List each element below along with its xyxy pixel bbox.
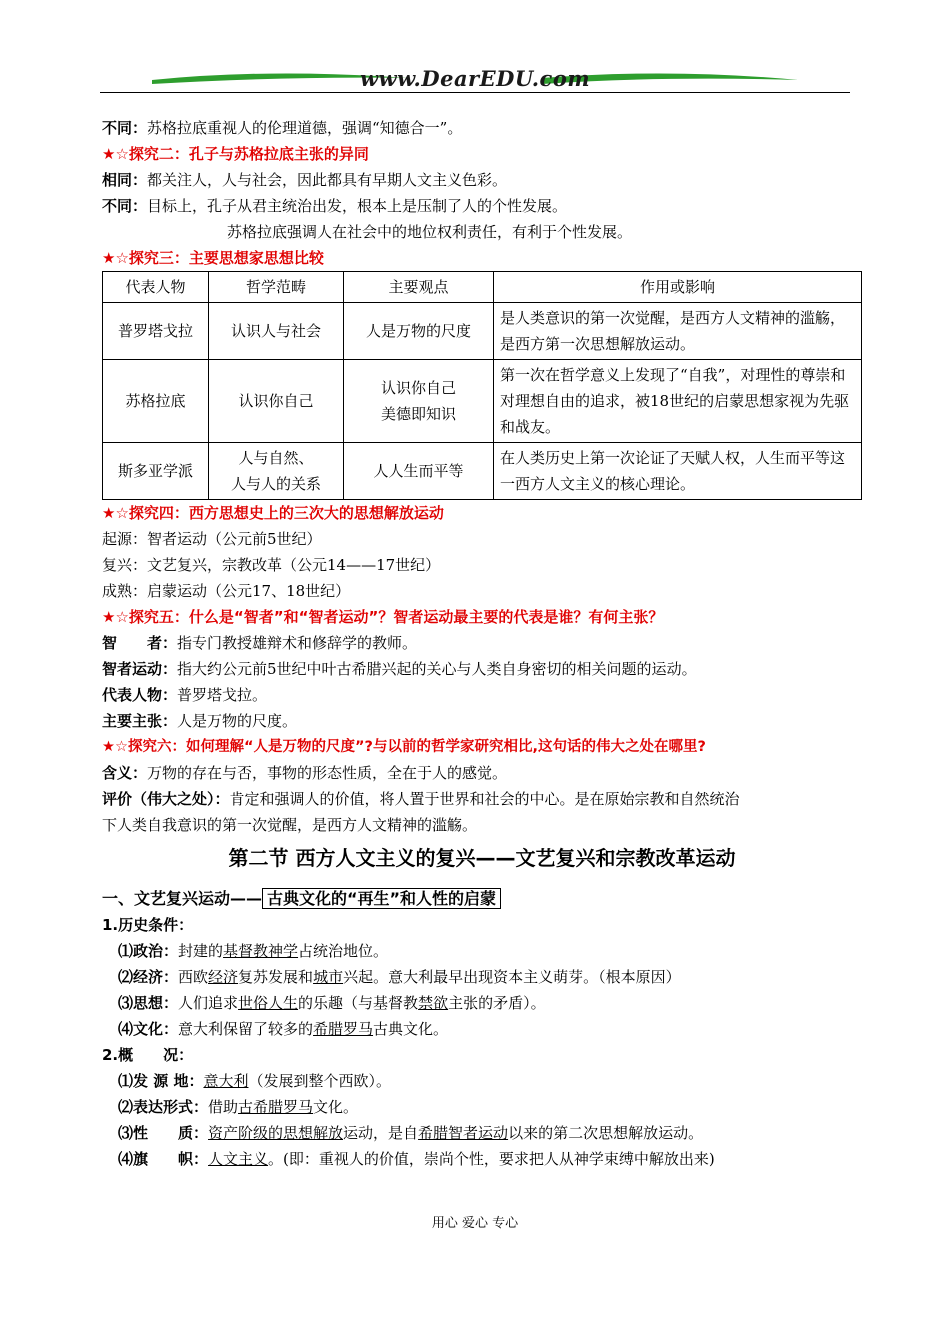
page-footer: 用心 爱心 专心: [431, 1216, 519, 1231]
text-line: 智者运动：指大约公元前5世纪中叶古希腊兴起的关心与人类自身密切的相关问题的运动。: [102, 660, 697, 678]
text-line: ⑶思想：人们追求世俗人生的乐趣（与基督教禁欲主张的矛盾）。: [118, 994, 546, 1012]
text-line: 下人类自我意识的第一次觉醒，是西方人文精神的滥觞。: [102, 816, 478, 834]
table-cell: 苏格拉底: [103, 360, 209, 443]
table-header-cell: 哲学范畴: [209, 272, 344, 303]
table-cell: 在人类历史上第一次论证了天赋人权，人生而平等这一西方人文主义的核心理论。: [494, 443, 862, 500]
text-line: 苏格拉底强调人在社会中的地位权利责任，有利于个性发展。: [227, 223, 633, 241]
text-line: ⑷旗 帜：人文主义。(即：重视人的价值，崇尚个性，要求把人从神学束缚中解放出来): [118, 1150, 715, 1168]
page-header: [100, 60, 850, 100]
text-line: 代表人物：普罗塔戈拉。: [102, 686, 268, 704]
text-line: ⑵经济：西欧经济复苏发展和城市兴起。意大利最早出现资本主义萌芽。（根本原因）: [118, 968, 681, 986]
text-line: ⑴政治：封建的基督教神学占统治地位。: [118, 942, 389, 960]
text-line: 智 者：指专门教授雄辩术和修辞学的教师。: [102, 634, 418, 652]
heading-explore-4: ★☆探究四：西方思想史上的三次大的思想解放运动: [102, 504, 444, 522]
conditions-heading: 1.历史条件：: [102, 916, 194, 934]
text-line: ⑵表达形式：借助古希腊罗马文化。: [118, 1098, 359, 1116]
table-cell: 人是万物的尺度: [344, 303, 494, 360]
heading-explore-2: ★☆探究二：孔子与苏格拉底主张的异同: [102, 145, 369, 163]
table-row: [103, 360, 862, 443]
thinker-comparison-table: [102, 271, 862, 500]
text-line: ⑷文化：意大利保留了较多的希腊罗马古典文化。: [118, 1020, 449, 1038]
table-cell: 斯多亚学派: [103, 443, 209, 500]
site-logo: www.DearEDU.com: [359, 66, 591, 91]
table-cell: 普罗塔戈拉: [103, 303, 209, 360]
text-line: 不同：目标上，孔子从君主统治出发，根本上是压制了人的个性发展。: [102, 197, 568, 215]
table-header-cell: 主要观点: [344, 272, 494, 303]
table-cell: 人人生而平等: [344, 443, 494, 500]
table-header-cell: 作用或影响: [494, 272, 862, 303]
text-line: ⑴发 源 地：意大利（发展到整个西欧）。: [118, 1072, 391, 1090]
text-line: 成熟：启蒙运动（公元17、18世纪）: [102, 582, 351, 600]
section-title: 第二节 西方人文主义的复兴——文艺复兴和宗教改革运动: [228, 846, 736, 870]
subsection-heading: 一、文艺复兴运动—— 古典文化的“再生”和人性的启蒙: [102, 886, 862, 912]
table-cell: 认识你自己 美德即知识: [344, 360, 494, 443]
boxed-subtitle: 古典文化的“再生”和人性的启蒙: [262, 888, 501, 909]
table-header-cell: 代表人物: [103, 272, 209, 303]
header-rule: [100, 92, 850, 93]
heading-explore-5: ★☆探究五：什么是“智者”和“智者运动”？智者运动最主要的代表是谁？有何主张？: [102, 608, 664, 626]
table-cell: 认识你自己: [209, 360, 344, 443]
table-header-row: [103, 272, 862, 303]
table-row: [103, 443, 862, 500]
text-line: ⑶性 质：资产阶级的思想解放运动，是自希腊智者运动以来的第二次思想解放运动。: [118, 1124, 704, 1142]
overview-heading: 2.概 况：: [102, 1046, 194, 1064]
text-line: 复兴：文艺复兴，宗教改革（公元14——17世纪）: [102, 556, 441, 574]
table-row: [103, 303, 862, 360]
text-line: 主要主张：人是万物的尺度。: [102, 712, 298, 730]
table-cell: 是人类意识的第一次觉醒，是西方人文精神的滥觞，是西方第一次思想解放运动。: [494, 303, 862, 360]
heading-explore-6: ★☆探究六：如何理解“人是万物的尺度”?与以前的哲学家研究相比,这句话的伟大之处在哪里?: [102, 739, 706, 755]
table-cell: 人与自然、 人与人的关系: [209, 443, 344, 500]
text-line: 评价（伟大之处）：肯定和强调人的价值，将人置于世界和社会的中心。是在原始宗教和自然统治: [102, 790, 740, 808]
text-line: 相同：都关注人，人与社会，因此都具有早期人文主义色彩。: [102, 171, 508, 189]
heading-explore-3: ★☆探究三：主要思想家思想比较: [102, 249, 324, 267]
table-cell: 认识人与社会: [209, 303, 344, 360]
document-body: [102, 115, 862, 1172]
text-line: 含义：万物的存在与否，事物的形态性质，全在于人的感觉。: [102, 764, 508, 782]
text-line: 不同：苏格拉底重视人的伦理道德，强调“知德合一”。: [102, 119, 463, 137]
text-line: 起源：智者运动（公元前5世纪）: [102, 530, 322, 548]
table-cell: 第一次在哲学意义上发现了“自我”，对理性的尊崇和对理想自由的追求，被18世纪的启蒙思想家视为先驱和战友。: [494, 360, 862, 443]
